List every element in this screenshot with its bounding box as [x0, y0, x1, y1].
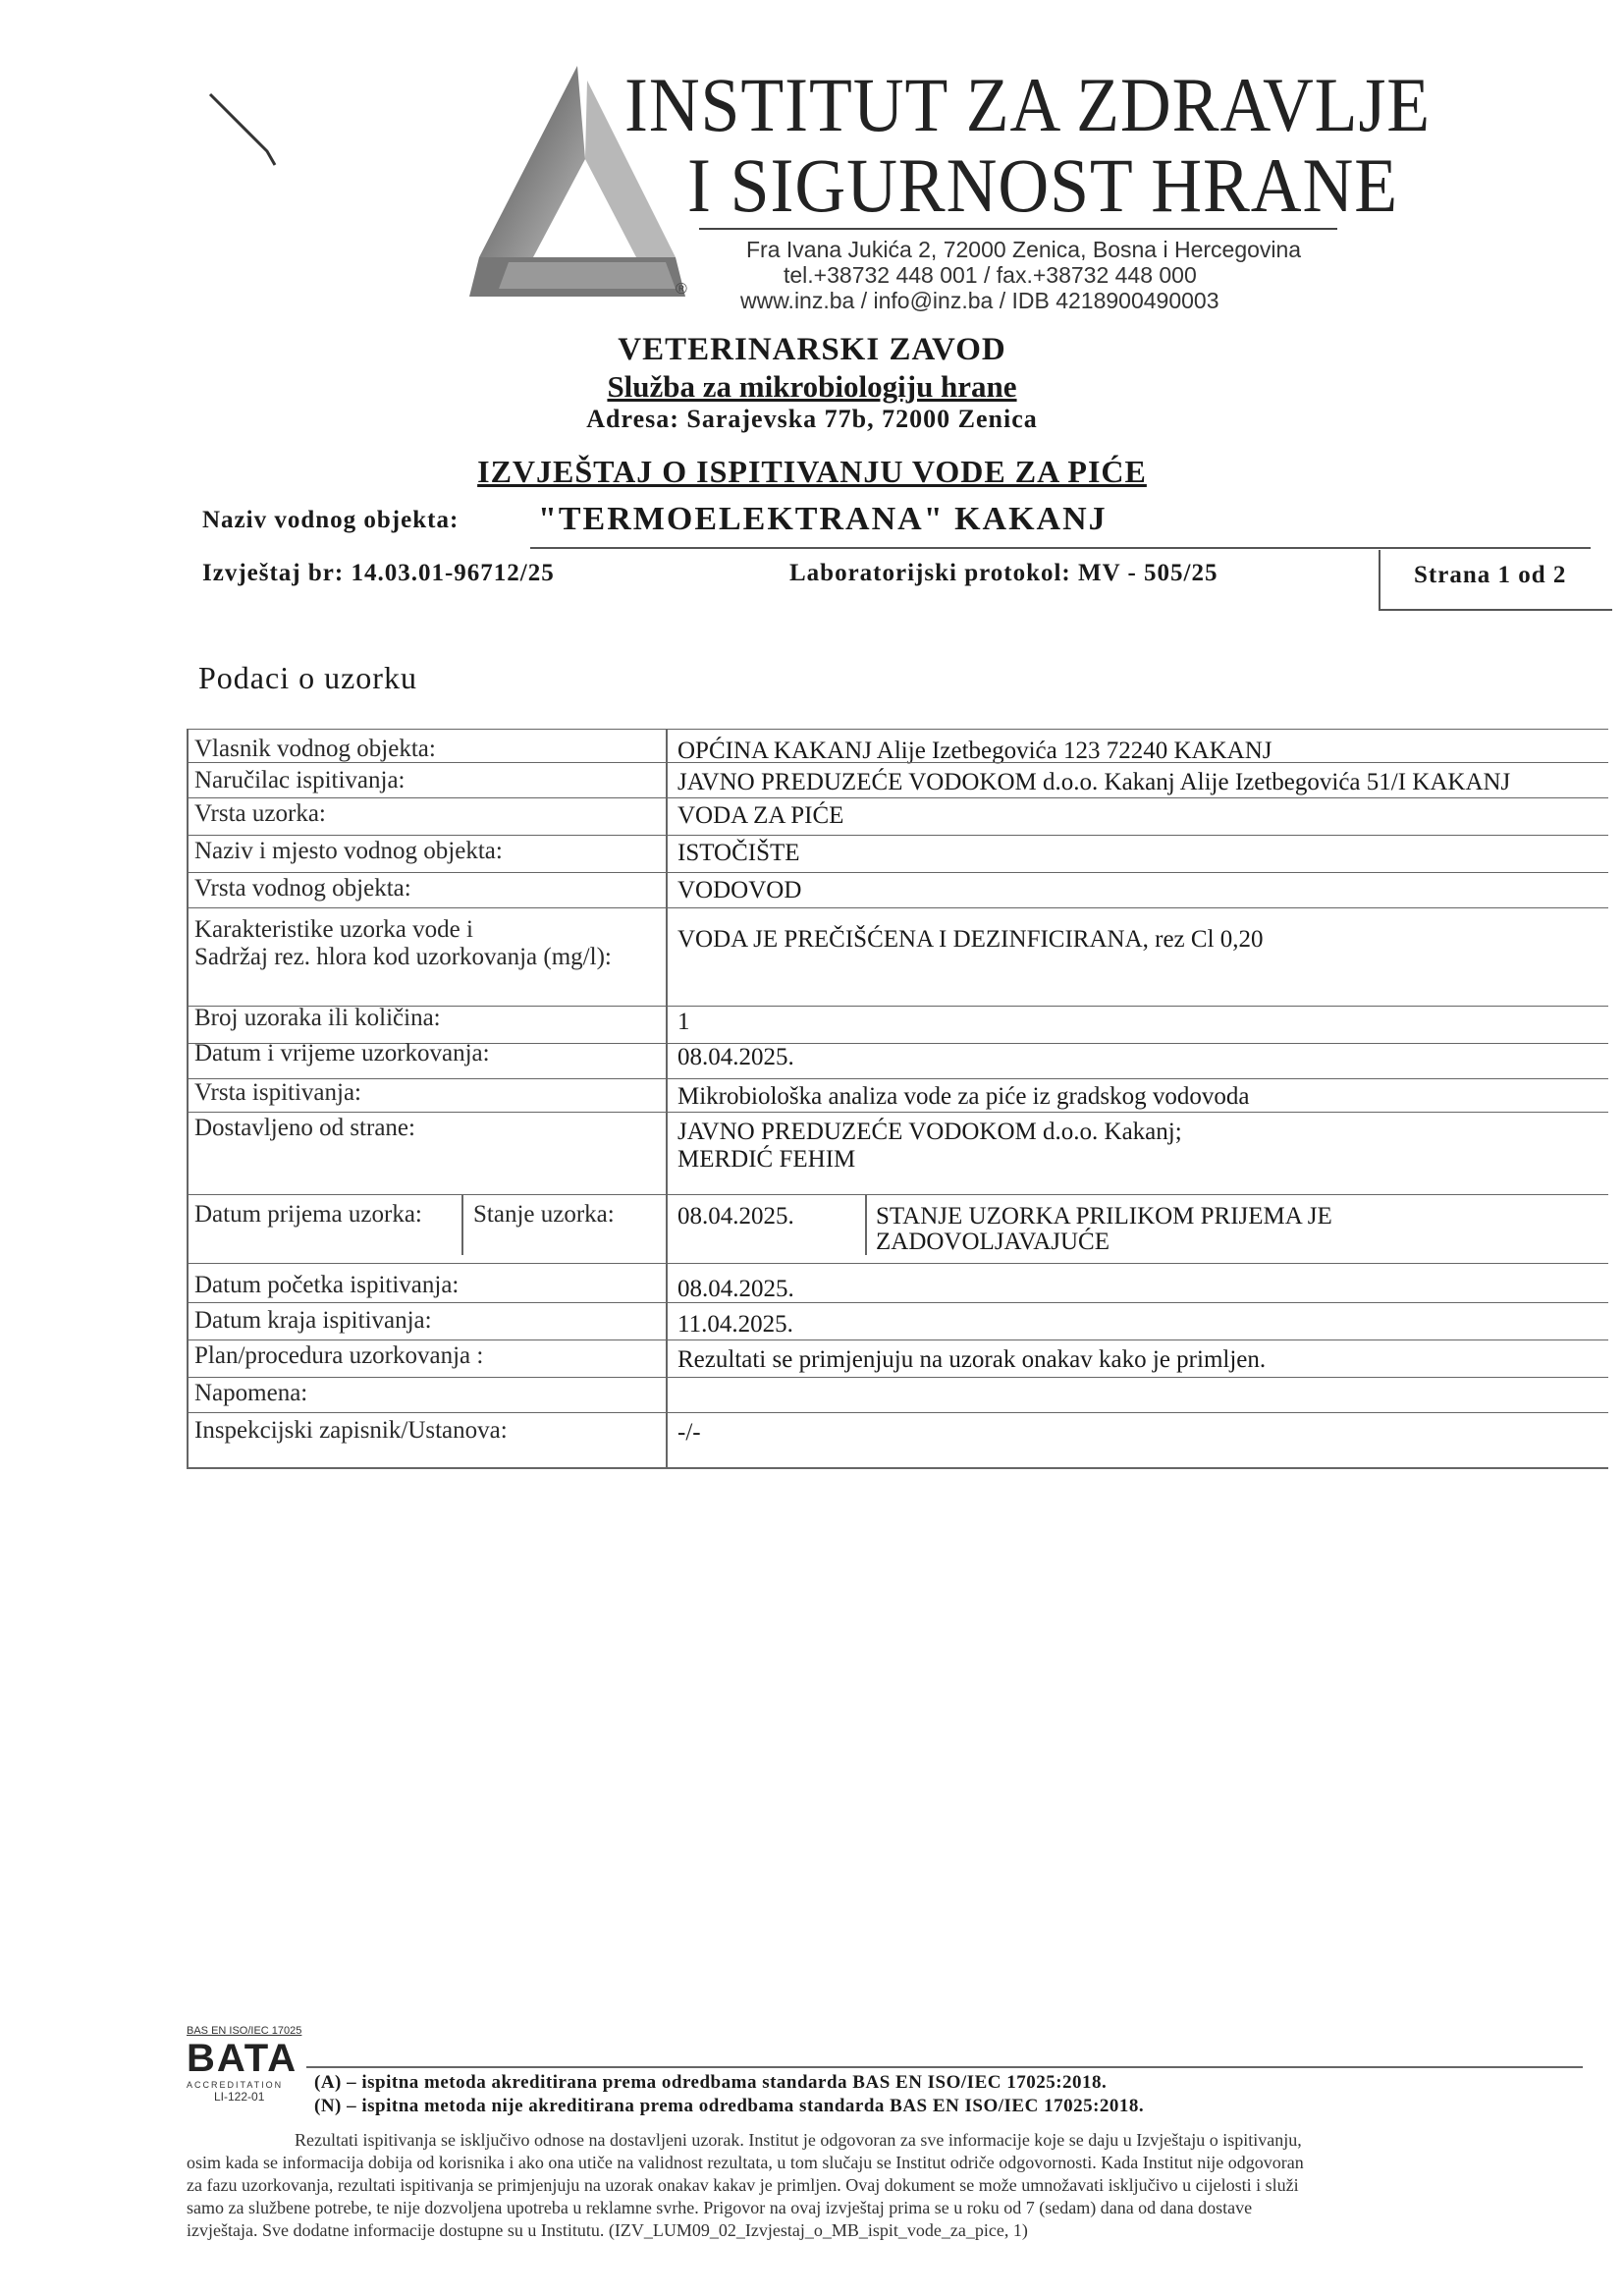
- table-row: [187, 1040, 1608, 1079]
- pen-mark: [206, 88, 285, 167]
- table-left-border: [187, 729, 189, 1467]
- disclaimer: [187, 2129, 1581, 2242]
- footer-divider: [306, 2066, 1583, 2068]
- place-label: Naziv i mjesto vodnog objekta:: [194, 838, 503, 864]
- institute-web: www.inz.ba / info@inz.ba / IDB 4218900490003: [740, 288, 1219, 313]
- registered-mark: ®: [676, 281, 687, 298]
- institute-address: Fra Ivana Jukića 2, 72000 Zenica, Bosna i Hercegovina: [746, 237, 1302, 262]
- delivered-label: Dostavljeno od strane:: [194, 1115, 415, 1141]
- header-divider: [699, 228, 1337, 230]
- inspection-value: -/-: [677, 1419, 701, 1446]
- accreditation-standard: BAS EN ISO/IEC 17025: [187, 2025, 302, 2037]
- state-value-1: STANJE UZORKA PRILIKOM PRIJEMA JE: [876, 1203, 1332, 1230]
- sampled-label: Datum i vrijeme uzorkovanja:: [194, 1040, 490, 1066]
- report-title: IZVJEŠTAJ O ISPITIVANJU VODE ZA PIĆE: [477, 454, 1147, 489]
- plan-value: Rezultati se primjenjuju na uzorak onakav kako je primljen.: [677, 1346, 1267, 1373]
- table-row: [187, 1263, 1608, 1302]
- table-row: [187, 835, 1608, 871]
- place-value: ISTOČIŠTE: [677, 840, 800, 866]
- report-number: Izvještaj br: 14.03.01-96712/25: [202, 560, 555, 586]
- table-bottom-border: [187, 1467, 1608, 1469]
- accreditation-sub: ACCREDITATION: [187, 2080, 284, 2090]
- start-value: 08.04.2025.: [677, 1276, 794, 1302]
- received-label: Datum prijema uzorka:: [194, 1201, 422, 1228]
- delivered-value-1: JAVNO PREDUZEĆE VODOKOM d.o.o. Kakanj;: [677, 1119, 1182, 1145]
- table-row: [187, 907, 1608, 973]
- characteristics-label-1: Karakteristike uzorka vode i: [194, 916, 473, 943]
- client-value: JAVNO PREDUZEĆE VODOKOM d.o.o. Kakanj Alije Izetbegovića 51/I KAKANJ: [677, 769, 1511, 795]
- table-column-divider: [666, 729, 668, 1467]
- table-row: [187, 872, 1608, 908]
- received-value-divider: [865, 1194, 867, 1255]
- sampled-value: 08.04.2025.: [677, 1044, 794, 1070]
- accreditation-brand: BATA: [187, 2037, 298, 2080]
- disclaimer-line: za fazu uzorkovanja, rezultati ispitivanja se primjenjuju na uzorak onakav kakav je primljen. Ovaj dokument se može umnožavati isključivo u cijelosti i služi: [187, 2175, 1299, 2195]
- page-number: Strana 1 od 2: [1414, 562, 1567, 588]
- table-row: [187, 1112, 1608, 1185]
- plan-label: Plan/procedura uzorkovanja :: [194, 1342, 484, 1369]
- section-title: Podaci o uzorku: [198, 660, 417, 695]
- table-row: [187, 1302, 1608, 1337]
- department-name: VETERINARSKI ZAVOD: [618, 332, 1006, 367]
- state-value-2: ZADOVOLJAVAJUĆE: [876, 1229, 1110, 1255]
- client-label: Naručilac ispitivanja:: [194, 767, 406, 793]
- characteristics-value: VODA JE PREČIŠĆENA I DEZINFICIRANA, rez Cl 0,20: [677, 926, 1264, 953]
- table-row: [187, 1412, 1608, 1452]
- characteristics-label-2: Sadržaj rez. hlora kod uzorkovanja (mg/l):: [194, 944, 612, 970]
- object-type-label: Vrsta vodnog objekta:: [194, 875, 411, 902]
- accreditation-code: LI-122-01: [214, 2090, 265, 2104]
- institute-name-line1: INSTITUT ZA ZDRAVLJE: [624, 62, 1432, 147]
- service-name: Služba za mikrobiologiju hrane: [607, 369, 1017, 404]
- object-label: Naziv vodnog objekta:: [202, 507, 460, 533]
- table-row: [187, 1194, 1608, 1256]
- delivered-value-2: MERDIĆ FEHIM: [677, 1146, 856, 1173]
- sample-type-label: Vrsta uzorka:: [194, 800, 326, 827]
- object-value: "TERMOELEKTRANA" KAKANJ: [538, 501, 1108, 537]
- accreditation-logo: [187, 2025, 301, 2104]
- inspection-label: Inspekcijski zapisnik/Ustanova:: [194, 1417, 508, 1444]
- disclaimer-line: osim kada se informacija dobija od korisnika i ako ona utiče na validnost rezultata, u tom slučaju se Institut odriče odgovornosti. Kada Institut nije odgovoran: [187, 2153, 1304, 2172]
- owner-label: Vlasnik vodnog objekta:: [194, 736, 436, 762]
- lab-protocol: Laboratorijski protokol: MV - 505/25: [789, 560, 1218, 586]
- count-value: 1: [677, 1009, 690, 1035]
- table-row: [187, 762, 1608, 796]
- table-row: [187, 729, 1608, 763]
- table-row: [187, 1339, 1608, 1374]
- disclaimer-line: izvještaja. Sve dodatne informacije dostupne su u Institutu. (IZV_LUM09_02_Izvjestaj_o_MB_ispit_vode_za_pice, 1): [187, 2220, 1028, 2240]
- table-row: [187, 797, 1608, 832]
- owner-value: OPĆINA KAKANJ Alije Izetbegovića 123 72240 KAKANJ: [677, 738, 1272, 764]
- state-label: Stanje uzorka:: [473, 1201, 615, 1228]
- disclaimer-line: Rezultati ispitivanja se isključivo odnose na dostavljeni uzorak. Institut je odgovoran za sve informacije koje se daju u Izvještaju o ispitivanju,: [295, 2130, 1302, 2150]
- sample-type-value: VODA ZA PIĆE: [677, 802, 844, 829]
- end-value: 11.04.2025.: [677, 1311, 793, 1338]
- table-row: [187, 1377, 1608, 1411]
- accredited-note: (A) – ispitna metoda akreditirana prema odredbama standarda BAS EN ISO/IEC 17025:2018.: [314, 2072, 1108, 2093]
- department-address: Adresa: Sarajevska 77b, 72000 Zenica: [586, 405, 1038, 433]
- object-underline: [530, 547, 1591, 549]
- institute-name-line2: I SIGURNOST HRANE: [687, 142, 1398, 228]
- received-value: 08.04.2025.: [677, 1203, 794, 1230]
- received-state-divider: [461, 1194, 463, 1255]
- test-type-value: Mikrobiološka analiza vode za piće iz gradskog vodovoda: [677, 1083, 1250, 1110]
- non-accredited-note: (N) – ispitna metoda nije akreditirana prema odredbama standarda BAS EN ISO/IEC 17025:2018.: [314, 2096, 1145, 2116]
- note-label: Napomena:: [194, 1380, 308, 1406]
- table-row: [187, 1006, 1608, 1042]
- end-label: Datum kraja ispitivanja:: [194, 1307, 432, 1334]
- institute-phone: tel.+38732 448 001 / fax.+38732 448 000: [784, 262, 1197, 288]
- count-label: Broj uzoraka ili količina:: [194, 1005, 441, 1031]
- test-type-label: Vrsta ispitivanja:: [194, 1079, 361, 1106]
- disclaimer-line: samo za službene potrebe, te nije dozvoljena upotreba u reklamne svrhe. Prigovor na ovaj izvještaj prima se u roku od 7 (sedam) dana od dana dostave: [187, 2198, 1253, 2217]
- object-type-value: VODOVOD: [677, 877, 802, 903]
- start-label: Datum početka ispitivanja:: [194, 1272, 460, 1298]
- table-row: [187, 1078, 1608, 1113]
